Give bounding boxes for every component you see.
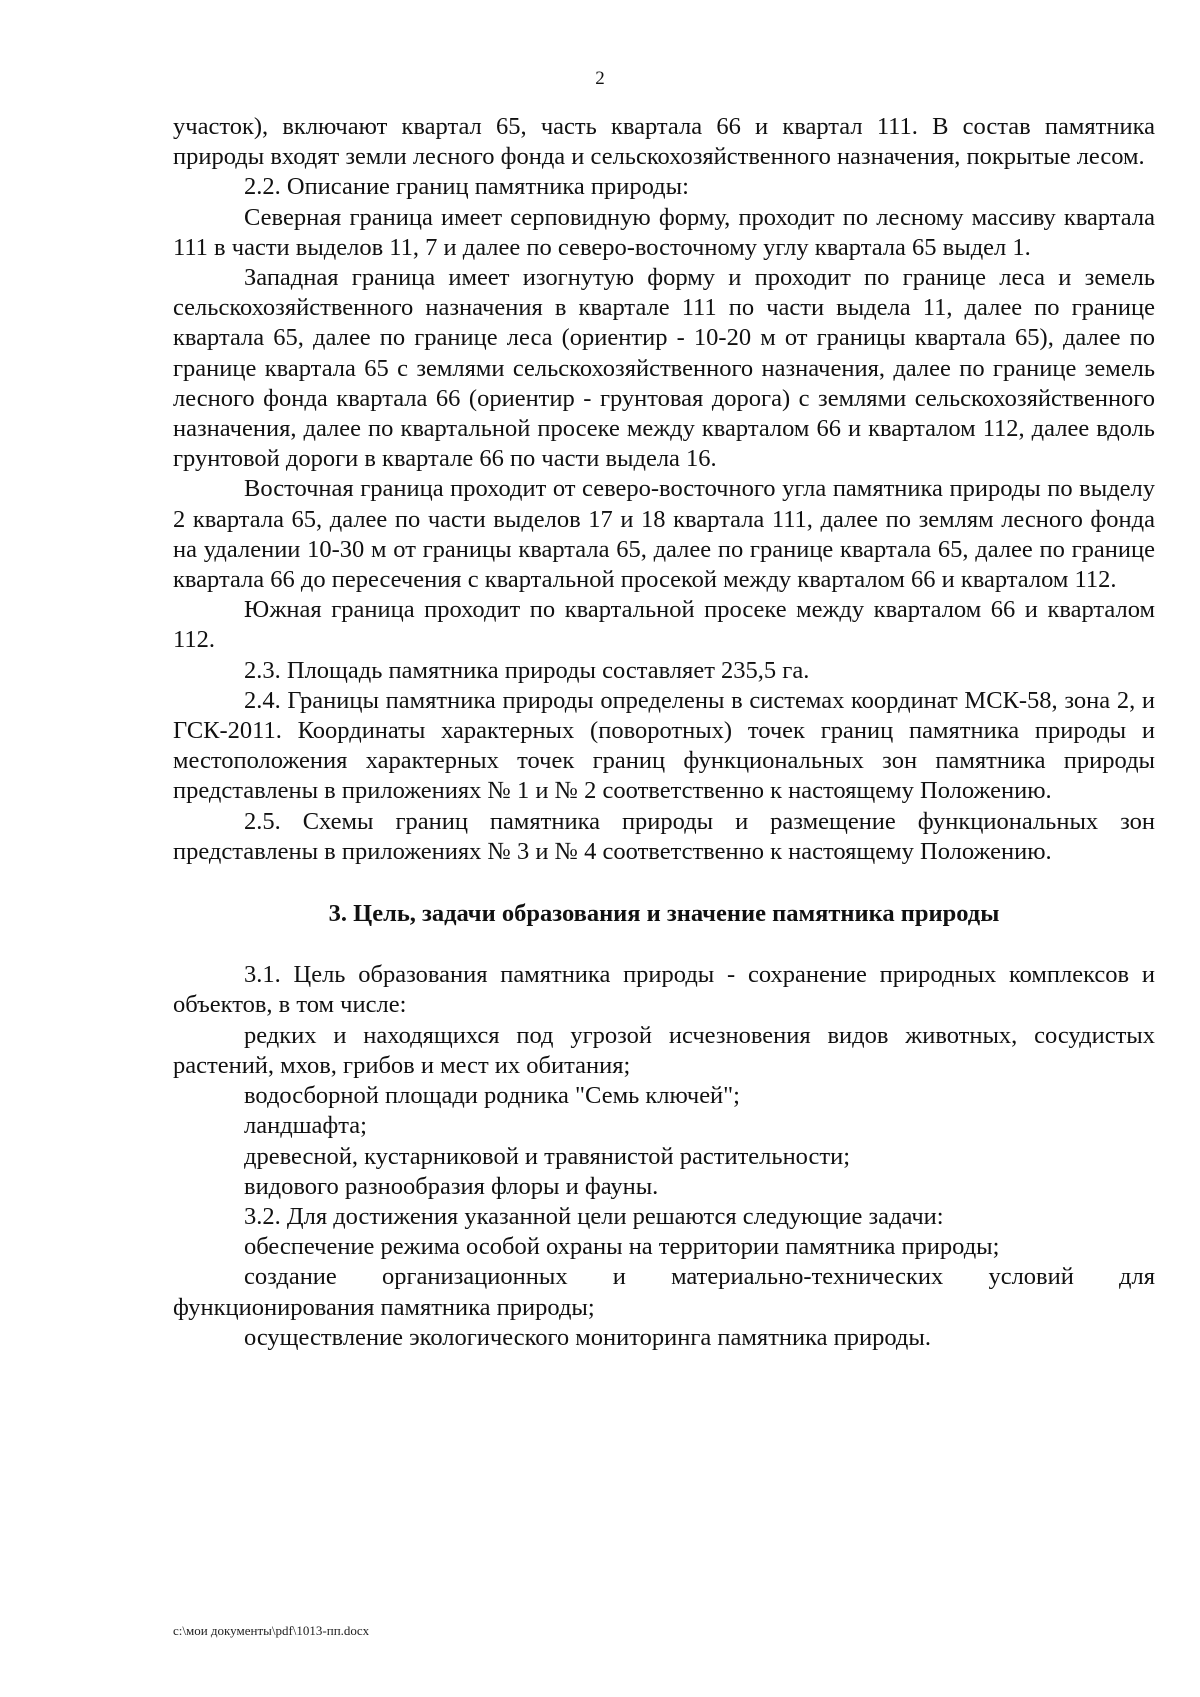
section-heading: 3. Цель, задачи образования и значение памятника природы — [328, 900, 1000, 928]
paragraph-3-2: 3.2. Для достижения указанной цели решаются следующие задачи: — [244, 1202, 944, 1230]
list-item: водосборной площади родника "Семь ключей"; — [244, 1082, 740, 1110]
paragraph-southern-border: Южная граница проходит по квартальной просеке между кварталом 66 и кварталом 112. — [173, 596, 1155, 654]
list-item: ландшафта; — [244, 1112, 367, 1140]
list-item: видового разнообразия флоры и фауны. — [244, 1172, 659, 1200]
paragraph-3-1: 3.1. Цель образования памятника природы - сохранение природных комплексов и объектов, в том числе: — [173, 961, 1155, 1019]
list-item: обеспечение режима особой охраны на территории памятника природы; — [244, 1233, 1000, 1261]
list-item: создание организационных и материально-технических условий для функционирования памятника природы; — [173, 1263, 1155, 1321]
paragraph-western-border: Западная граница имеет изогнутую форму и проходит по границе леса и земель сельскохозяйственного назначения в квартале 111 по части выдела 11, далее по границе квартала 65, далее по границе леса (ориентир - 10-20 м от границы квартала 65), далее по границе квартала 65 с землями сельскохозяйственного назначения, далее по границе земель лесного фонда квартала 66 (ориентир - грунтовая дорога) с землями сельскохозяйственного назначения, далее по квартальной просеке между кварталом 66 и кварталом 112, далее вдоль грунтовой дороги в квартале 66 по части выдела 16. — [173, 264, 1155, 473]
page-number: 2 — [595, 68, 605, 89]
paragraph-continuation: участок), включают квартал 65, часть квартала 66 и квартал 111. В состав памятника природы входят земли лесного фонда и сельскохозяйственного назначения, покрытые лесом. — [173, 113, 1155, 171]
paragraph-northern-border: Северная граница имеет серповидную форму, проходит по лесному массиву квартала 111 в части выделов 11, 7 и далее по северо-восточному углу квартала 65 выдел 1. — [173, 203, 1155, 261]
paragraph-2-5: 2.5. Схемы границ памятника природы и размещение функциональных зон представлены в приложениях № 3 и № 4 соответственно к настоящему Положению. — [173, 807, 1155, 865]
list-item: древесной, кустарниковой и травянистой растительности; — [244, 1142, 851, 1170]
footer-file-path: c:\мои документы\pdf\1013-пп.docx — [173, 1623, 370, 1638]
list-item: редких и находящихся под угрозой исчезновения видов животных, сосудистых растений, мхов, грибов и мест их обитания; — [173, 1021, 1155, 1079]
list-item: осуществление экологического мониторинга памятника природы. — [244, 1323, 931, 1351]
paragraph-2-3: 2.3. Площадь памятника природы составляет 235,5 га. — [244, 656, 810, 684]
paragraph-2-4: 2.4. Границы памятника природы определены в системах координат МСК-58, зона 2, и ГСК-2011. Координаты характерных (поворотных) точек границ памятника природы и местоположения характерных точек границ функциональных зон памятника природы представлены в приложениях № 1 и № 2 соответственно к настоящему Положению. — [173, 686, 1155, 805]
document-body — [173, 112, 1155, 1353]
paragraph-2-2: 2.2. Описание границ памятника природы: — [244, 173, 689, 201]
paragraph-eastern-border: Восточная граница проходит от северо-восточного угла памятника природы по выделу 2 квартала 65, далее по части выделов 17 и 18 квартала 111, далее по землям лесного фонда на удалении 10-30 м от границы квартала 65, далее по границе квартала 65, далее по границе квартала 66 до пересечения с квартальной просекой между кварталом 66 и кварталом 112. — [173, 475, 1155, 594]
